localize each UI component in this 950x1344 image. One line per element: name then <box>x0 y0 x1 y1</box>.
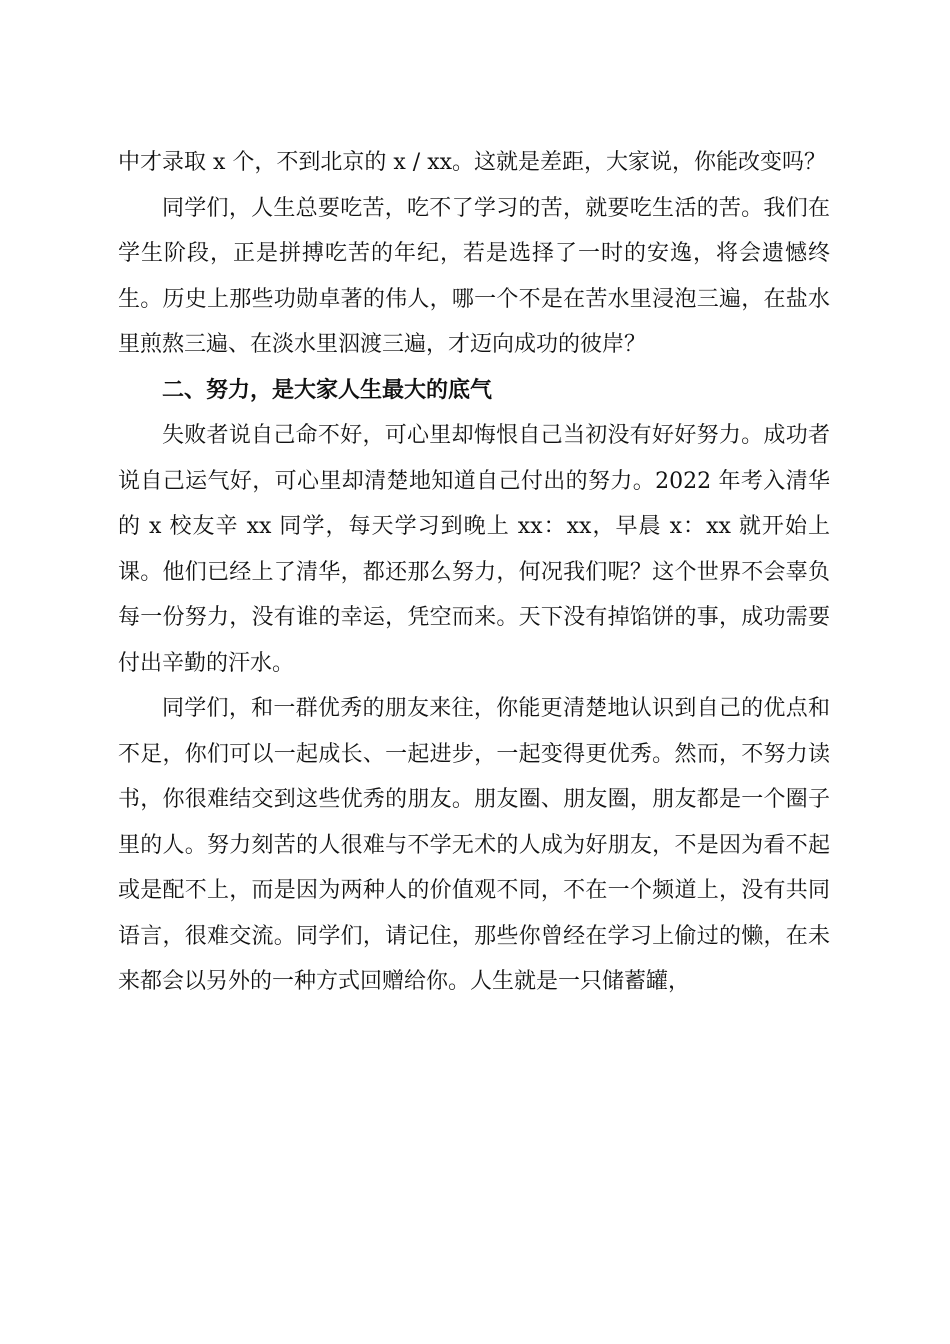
document-body <box>118 140 830 1005</box>
paragraph-continuation: 中才录取 x 个，不到北京的 x / xx。这就是差距，大家说，你能改变吗？ <box>118 150 827 175</box>
paragraph-hardship: 同学们，人生总要吃苦，吃不了学习的苦，就要吃生活的苦。我们在学生阶段，正是拼搏吃苦的年纪，若是选择了一时的安逸，将会遗憾终生。历史上那些功勋卓著的伟人，哪一个不是在苦水里浸泡三遍，在盐水里煎熬三遍、在淡水里泅渡三遍，才迈向成功的彼岸？ <box>118 195 830 357</box>
paragraph-effort: 失败者说自己命不好，可心里却悔恨自己当初没有好好努力。成功者说自己运气好，可心里却清楚地知道自己付出的努力。2022 年考入清华的 x 校友辛 xx 同学，每天学习到晚上 xx：xx，早晨 x：xx 就开始上课。他们已经上了清华，都还那么努力，何况我们呢？这个世界不会辜负每一份努力，没有谁的幸运，凭空而来。天下没有掉馅饼的事，成功需要付出辛勤的汗水。 <box>118 423 830 676</box>
paragraph-friends: 同学们，和一群优秀的朋友来往，你能更清楚地认识到自己的优点和不足，你们可以一起成长、一起进步，一起变得更优秀。然而，不努力读书，你很难结交到这些优秀的朋友。朋友圈、朋友圈，朋友都是一个圈子里的人。努力刻苦的人很难与不学无术的人成为好朋友，不是因为看不起或是配不上，而是因为两种人的价值观不同，不在一个频道上，没有共同语言，很难交流。同学们，请记住，那些你曾经在学习上偷过的懒，在未来都会以另外的一种方式回赠给你。人生就是一只储蓄罐， <box>118 696 830 994</box>
section-heading: 二、努力，是大家人生最大的底气 <box>162 377 493 403</box>
